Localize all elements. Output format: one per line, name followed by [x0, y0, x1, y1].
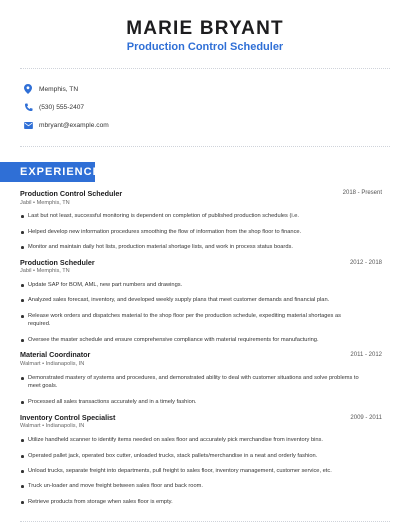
contact-phone — [22, 101, 84, 113]
phone-text: (530) 555-2407 — [39, 103, 85, 111]
job-bullet: Update SAP for BOM, AML, new part numbers and drawings. — [20, 281, 365, 289]
job-dates: 2009 - 2011 — [350, 415, 382, 421]
candidate-name: MARIE BRYANT — [126, 18, 284, 39]
job-bullet: Retrieve products from storage when sales floor is empty. — [20, 498, 365, 506]
job-dates: 2018 - Present — [342, 190, 382, 196]
job-bullet: Demonstrated mastery of systems and procedures, and demonstrated ability to deal with customer situations and solve problems to meet goals. — [20, 374, 365, 391]
location-text: Memphis, TN — [39, 85, 79, 93]
experience-heading: EXPERIENCE — [0, 162, 95, 182]
email-text[interactable]: mbryant@example.com — [39, 121, 109, 129]
contact-location — [22, 83, 78, 95]
job-dates: 2012 - 2018 — [349, 260, 382, 266]
job-bullet: Analyzed sales forecast, inventory, and developed weekly supply plans that meet customer demands and financial plan. — [20, 296, 365, 304]
contact-email — [22, 119, 109, 131]
candidate-role: Production Control Scheduler — [126, 41, 284, 53]
contact-divider — [20, 146, 390, 147]
job-bullet: Monitor and maintain daily hot lists, production material shortage lists, and work in process status boards. — [20, 243, 365, 251]
job-bullet: Helped develop new information procedures smoothing the flow of information from the shop floor to finance. — [20, 228, 365, 236]
job-bullet: Operated pallet jack, operated box cutter, unloaded trucks, stack pallets/merchandise in a neat and orderly fashion. — [20, 452, 365, 460]
job-bullet: Processed all sales transactions accurately and in a timely fashion. — [20, 398, 365, 406]
header-divider — [20, 68, 390, 69]
footer-divider — [20, 521, 390, 522]
job-dates: 2011 - 2012 — [350, 352, 382, 358]
job-title: Production Control Scheduler — [20, 189, 123, 198]
job-bullet: Last but not least, successful monitoring is dependent on completion of published production schedules (i.e. — [20, 212, 365, 220]
job-company: Walmart • Indianapolis, IN — [20, 423, 85, 429]
envelope-icon — [22, 119, 34, 131]
phone-icon — [22, 101, 34, 113]
job-company: Jabil • Memphis, TN — [20, 268, 70, 274]
job-company: Walmart • Indianapolis, IN — [20, 361, 85, 367]
job-bullet: Utilize handheld scanner to identify items needed on sales floor and accurately pick merchandise from inventory bins. — [20, 436, 365, 444]
job-title: Production Scheduler — [20, 258, 95, 267]
job-bullet: Truck un-loader and move freight between sales floor and back room. — [20, 482, 365, 490]
location-pin-icon — [22, 83, 34, 95]
job-title: Material Coordinator — [20, 350, 91, 359]
job-bullet: Release work orders and dispatches material to the shop floor per the production schedule, expediting material shortages as required. — [20, 312, 365, 329]
job-title: Inventory Control Specialist — [20, 413, 116, 422]
job-bullet: Oversee the master schedule and ensure comprehensive compliance with material requirements for manufacturing. — [20, 336, 365, 344]
job-company: Jabil • Memphis, TN — [20, 200, 70, 206]
job-bullet: Unload trucks, separate freight into departments, pull freight to sales floor, inventory management, customer service, etc. — [20, 467, 365, 475]
